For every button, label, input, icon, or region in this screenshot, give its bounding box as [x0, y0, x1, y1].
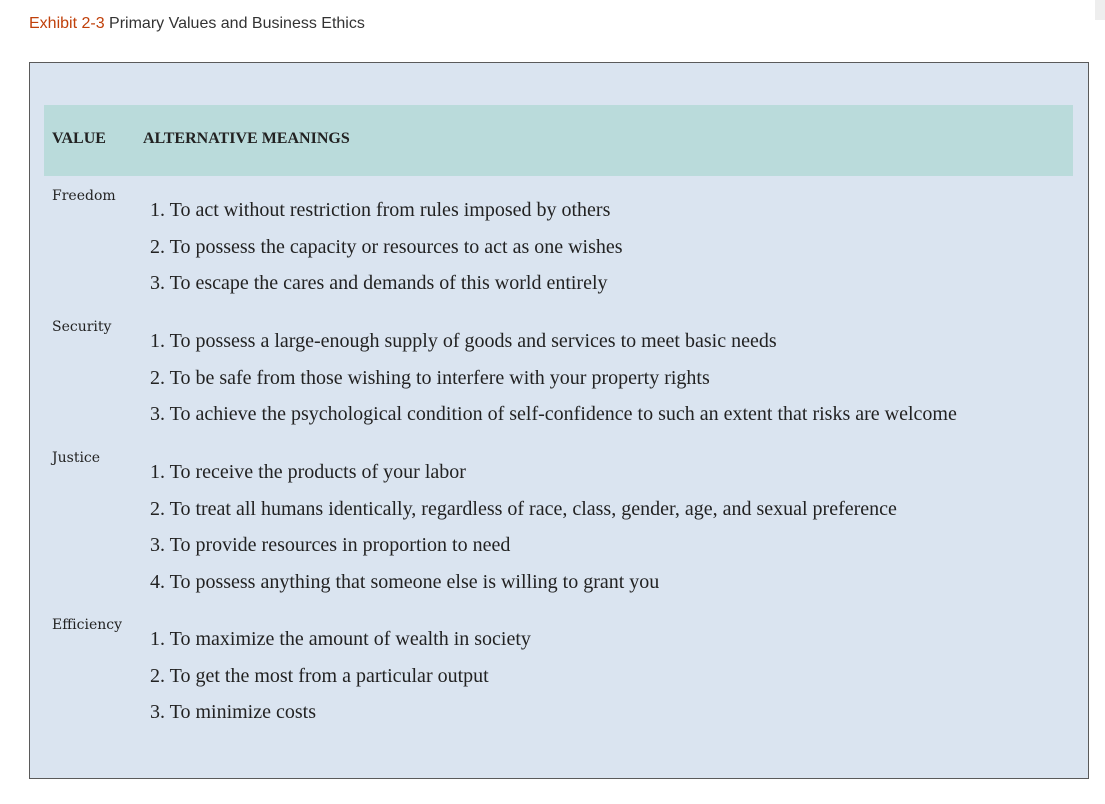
value-name: Freedom	[52, 188, 116, 204]
meaning-item: 2. To possess the capacity or resources to act as one wishes	[150, 235, 623, 258]
meanings-list	[150, 192, 623, 302]
meanings-list	[150, 454, 897, 600]
meaning-item: 1. To possess a large-enough supply of goods and services to meet basic needs	[150, 330, 777, 352]
meaning-item: 1. To act without restriction from rules imposed by others	[150, 199, 611, 221]
exhibit-title: Primary Values and Business Ethics	[109, 15, 365, 32]
meaning-item: 3. To achieve the psychological condition of self-confidence to such an extent that risks are welcome	[150, 403, 957, 425]
meaning-item: 3. To provide resources in proportion to need	[150, 534, 511, 556]
value-name: Justice	[52, 450, 101, 466]
header-value: VALUE	[52, 130, 106, 147]
meanings-list	[150, 621, 531, 731]
exhibit-label: Exhibit 2-3	[29, 15, 105, 32]
meaning-item: 1. To maximize the amount of wealth in society	[150, 628, 531, 650]
table-header	[44, 105, 1073, 176]
meaning-item: 1. To receive the products of your labor	[150, 461, 466, 483]
value-name: Efficiency	[52, 617, 123, 633]
header-alternative-meanings: ALTERNATIVE MEANINGS	[143, 130, 350, 147]
meaning-item: 3. To escape the cares and demands of this world entirely	[150, 272, 608, 294]
meanings-list	[150, 323, 957, 433]
meaning-item: 3. To minimize costs	[150, 701, 316, 723]
meaning-item: 2. To treat all humans identically, regardless of race, class, gender, age, and sexual preference	[150, 497, 897, 520]
meaning-item: 2. To be safe from those wishing to interfere with your property rights	[150, 366, 710, 389]
exhibit-caption	[29, 15, 365, 33]
scrollbar-edge[interactable]	[1095, 0, 1105, 20]
meaning-item: 4. To possess anything that someone else is willing to grant you	[150, 570, 660, 593]
value-name: Security	[52, 319, 112, 335]
meaning-item: 2. To get the most from a particular output	[150, 664, 489, 687]
exhibit-table	[29, 62, 1089, 779]
